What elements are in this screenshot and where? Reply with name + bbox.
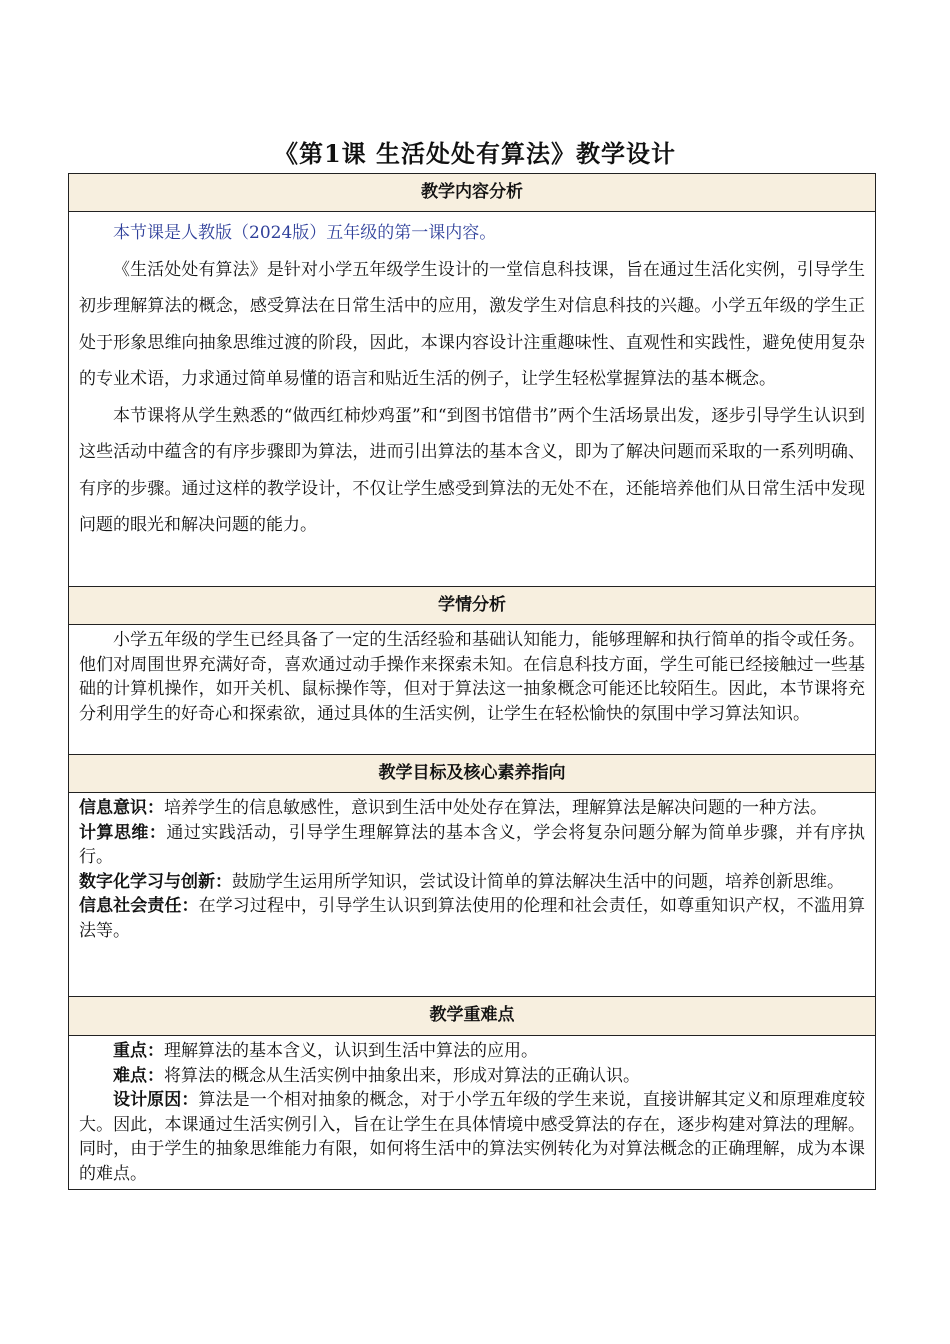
content-analysis-paragraph: 《生活处处有算法》是针对小学五年级学生设计的一堂信息科技课，旨在通过生活化实例，引导学生初步理解算法的概念，感受算法在日常生活中的应用，激发学生对信息科技的兴趣。小学五年级的学生正处于形象思维向抽象思维过渡的阶段，因此，本课内容设计注重趣味性、直观性和实践性，避免使用复杂的专业术语，力求通过简单易懂的语言和贴近生活的例子，让学生轻松掌握算法的基本概念。 [79, 259, 865, 389]
lesson-plan-table [68, 173, 876, 1190]
objective-text: 在学习过程中，引导学生认识到算法使用的伦理和社会责任，如尊重知识产权，不滥用算法等。 [79, 896, 866, 941]
objective-label: 信息意识： [79, 798, 164, 818]
content-analysis-cell [69, 212, 876, 587]
section-header-row [69, 174, 876, 212]
objective-item [79, 870, 865, 895]
content-analysis-paragraph: 本节课将从学生熟悉的“做西红柿炒鸡蛋”和“到图书馆借书”两个生活场景出发，逐步引导学生认识到这些活动中蕴含的有序步骤即为算法，进而引出算法的基本含义，即为了解决问题而采取的一系列明确、有序的步骤。通过这样的教学设计，不仅让学生感受到算法的无处不在，还能培养他们从日常生活中发现问题的眼光和解决问题的能力。 [79, 405, 865, 535]
key-point-text: 理解算法的基本含义，认识到生活中算法的应用。 [164, 1041, 538, 1061]
key-point-text: 算法是一个相对抽象的概念，对于小学五年级的学生来说，直接讲解其定义和原理难度较大。因此，本课通过生活实例引入，旨在让学生在具体情境中感受算法的存在，逐步构建对算法的理解。同时，由于学生的抽象思维能力有限，如何将生活中的算法实例转化为对算法概念的正确理解，成为本课的难点。 [79, 1090, 866, 1184]
objective-label: 计算思维： [79, 822, 167, 843]
objective-label: 信息社会责任： [79, 896, 199, 916]
key-point-label: 设计原因： [113, 1090, 199, 1110]
key-point-label: 难点： [113, 1065, 164, 1086]
objective-text: 培养学生的信息敏感性，意识到生活中处处存在算法，理解算法是解决问题的一种方法。 [164, 798, 827, 818]
objective-item [79, 894, 865, 943]
key-points-row [69, 1036, 876, 1190]
section-header-row [69, 997, 876, 1036]
key-point-item [79, 1039, 865, 1064]
section-header-row [69, 755, 876, 793]
learner-analysis-row [69, 625, 876, 755]
objective-label: 数字化学习与创新： [79, 871, 232, 892]
content-analysis-row [69, 212, 876, 587]
objectives-heading: 教学目标及核心素养指向 [69, 755, 876, 793]
content-analysis-intro: 本节课是人教版（2024版）五年级的第一课内容。 [113, 223, 497, 243]
objectives-row [69, 793, 876, 997]
key-point-item [79, 1088, 865, 1186]
objective-text: 鼓励学生运用所学知识，尝试设计简单的算法解决生活中的问题，培养创新思维。 [232, 871, 844, 892]
learner-analysis-text: 小学五年级的学生已经具备了一定的生活经验和基础认知能力，能够理解和执行简单的指令或任务。他们对周围世界充满好奇，喜欢通过动手操作来探索未知。在信息科技方面，学生可能已经接触过一些基础的计算机操作，如开关机、鼠标操作等，但对于算法这一抽象概念可能还比较陌生。因此，本节课将充分利用学生的好奇心和探索欲，通过具体的生活实例，让学生在轻松愉快的氛围中学习算法知识。 [79, 630, 865, 724]
key-points-heading: 教学重难点 [69, 997, 876, 1036]
objectives-cell [69, 793, 876, 997]
objective-item [79, 796, 865, 821]
learner-analysis-cell [69, 625, 876, 755]
key-points-cell [69, 1036, 876, 1190]
learner-analysis-heading: 学情分析 [69, 587, 876, 625]
content-analysis-heading: 教学内容分析 [69, 174, 876, 212]
page-title: 《第1课 生活处处有算法》教学设计 [273, 139, 677, 168]
objective-text: 通过实践活动，引导学生理解算法的基本含义，学会将复杂问题分解为简单步骤，并有序执行。 [79, 822, 866, 867]
key-point-item [79, 1064, 865, 1089]
section-header-row [69, 587, 876, 625]
key-point-text: 将算法的概念从生活实例中抽象出来，形成对算法的正确认识。 [164, 1065, 640, 1086]
key-point-label: 重点： [113, 1041, 164, 1061]
objective-item [79, 821, 865, 870]
